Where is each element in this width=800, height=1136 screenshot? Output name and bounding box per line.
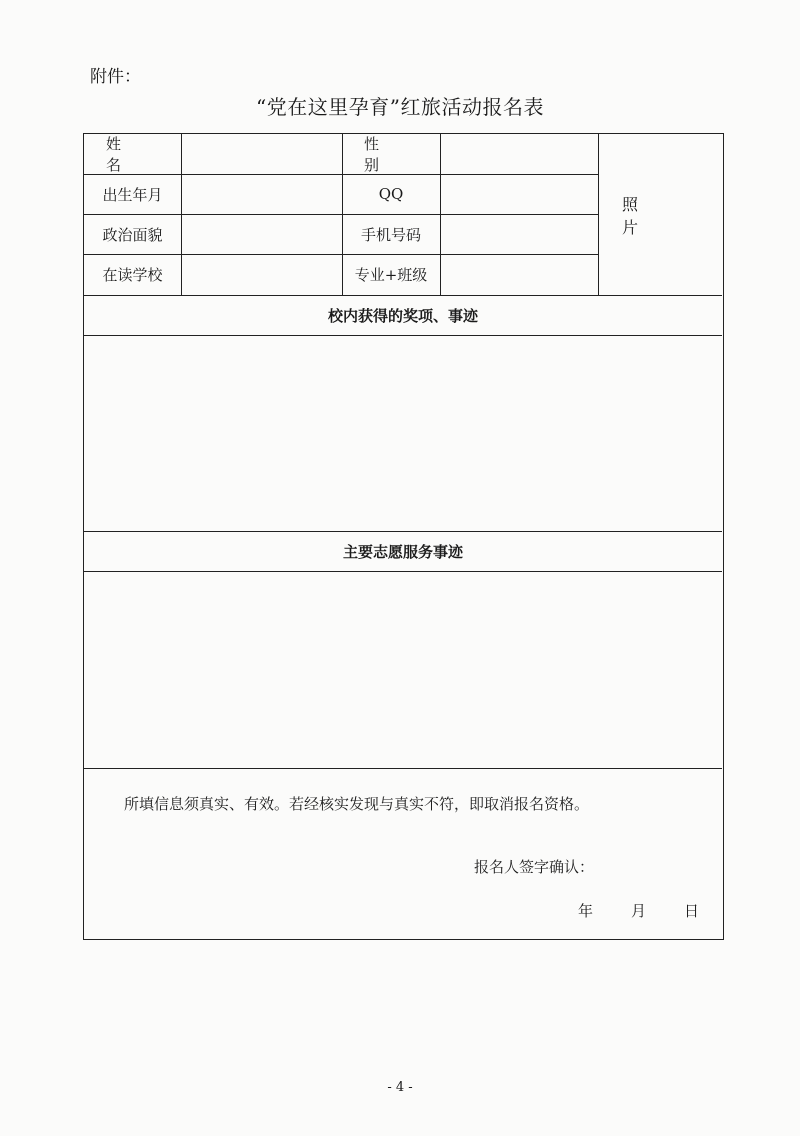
name-label: 姓 名 <box>106 135 144 174</box>
gender-label-cell <box>342 134 440 174</box>
awards-heading: 校内获得的奖项、事迹 <box>327 306 478 325</box>
signature-date <box>578 900 699 921</box>
school-label-cell <box>84 254 181 295</box>
qq-input-cell[interactable] <box>440 174 598 214</box>
gender-label: 性 别 <box>364 135 402 174</box>
row-divider <box>84 768 722 769</box>
major-label-cell <box>342 254 440 295</box>
awards-section-header <box>84 295 722 335</box>
document-title: “党在这里孕育”红旅活动报名表 <box>256 95 544 119</box>
volunteer-section-header <box>84 531 722 571</box>
school-label: 在读学校 <box>102 266 163 284</box>
photo-cell[interactable] <box>598 134 722 295</box>
qq-label: QQ <box>378 185 404 203</box>
gender-input-cell[interactable] <box>440 134 598 174</box>
qq-label-cell <box>342 174 440 214</box>
birth-input-cell[interactable] <box>181 174 342 214</box>
page-number: - 4 - <box>387 1080 413 1095</box>
attachment-label: 附件： <box>90 67 141 87</box>
birth-label: 出生年月 <box>102 185 163 204</box>
political-label: 政治面貌 <box>102 225 163 244</box>
date-year-label: 年 <box>578 902 594 920</box>
declaration-notice: 所填信息须真实、有效。若经核实发现与真实不符，即取消报名资格。 <box>124 795 590 813</box>
signature-label: 报名人签字确认： <box>474 858 595 876</box>
name-input-cell[interactable] <box>181 134 342 174</box>
photo-label: 照 片 <box>622 194 663 237</box>
phone-label: 手机号码 <box>360 225 421 244</box>
major-label: 专业+班级 <box>354 266 428 284</box>
awards-input-area[interactable] <box>84 335 722 531</box>
phone-label-cell <box>342 214 440 254</box>
political-input-cell[interactable] <box>181 214 342 254</box>
date-month-label: 月 <box>631 902 647 920</box>
volunteer-heading: 主要志愿服务事迹 <box>342 542 463 561</box>
volunteer-input-area[interactable] <box>84 571 722 768</box>
name-label-cell <box>84 134 181 174</box>
date-day-label: 日 <box>684 902 700 920</box>
political-label-cell <box>84 214 181 254</box>
birth-label-cell <box>84 174 181 214</box>
phone-input-cell[interactable] <box>440 214 598 254</box>
major-input-cell[interactable] <box>440 254 598 295</box>
registration-form-table <box>83 133 724 940</box>
school-input-cell[interactable] <box>181 254 342 295</box>
